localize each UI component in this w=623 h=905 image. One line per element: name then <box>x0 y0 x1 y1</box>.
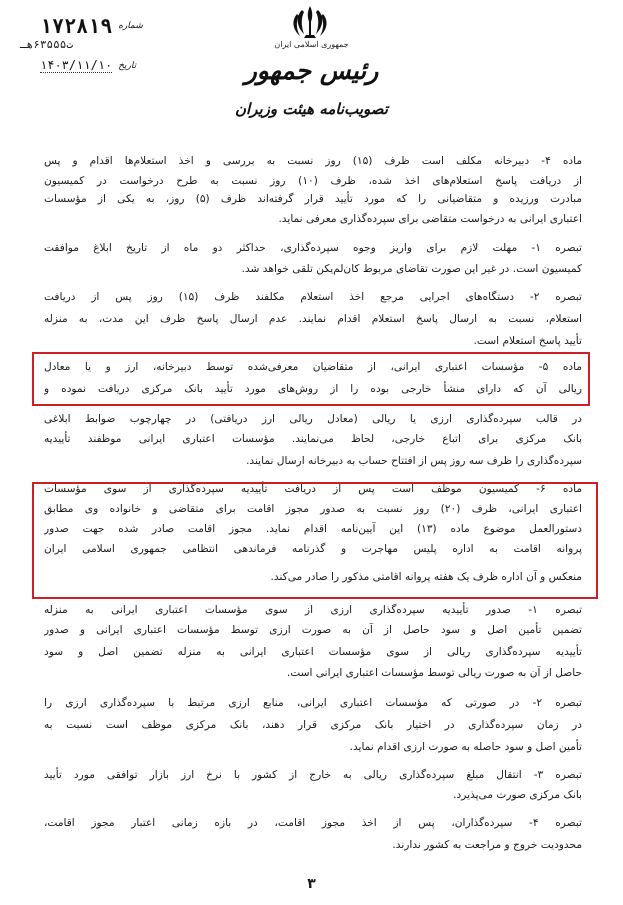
body-line: بانک مرکزی صورت می‌پذیرد. <box>453 789 582 801</box>
date-value: ۱۴۰۳/۱۱/۱۰ <box>40 58 113 72</box>
body-line: تبصره ۲- در صورتی که مؤسسات اعتباری ایرانی، منابع ارزی مرتبط با سپرده‌گذاری ارزی را <box>44 697 582 709</box>
letter-number-label: شماره <box>118 21 143 31</box>
body-line: تضمین تأمین اصل و سود حاصل از آن به صورت ارزی توسط مؤسسات اعتباری ایرانی و صدور <box>44 624 582 636</box>
body-line: تبصره ۴- سپرده‌گذاران، پس از اخذ مجوز اقامت، در بازه زمانی اعتبار مجوز اقامت، <box>44 817 582 829</box>
body-line: تبصره ۱- مهلت لازم برای واریز وجوه سپرده‌گذاری، حداکثر دو ماه از تاریخ ابلاغ موافقت <box>44 242 582 254</box>
highlight-article-5 <box>32 352 590 406</box>
date-label: تاریخ <box>118 60 137 71</box>
body-line: پروانه اقامت به اداره پلیس مهاجرت و گذرنامه فرماندهی انتظامی جمهوری اسلامی ایران <box>44 543 582 555</box>
document-subtitle: تصویب‌نامه هیئت وزیران <box>235 100 388 118</box>
body-line: استعلام، نسبت به ارسال پاسخ استعلام اقدام نمایند. عدم ارسال پاسخ ظرف این مدت، به منزله <box>44 313 582 325</box>
emblem-icon <box>288 4 332 40</box>
body-line: منعکس و آن اداره ظرف یک هفته پروانه اقامتی مذکور را صادر می‌کند. <box>270 571 582 583</box>
body-line: در قالب سپرده‌گذاری ارزی یا ریالی (معادل ریالی ارز دریافتی) در چهارچوب ضوابط ابلاغی <box>44 413 582 425</box>
body-line: ماده ۴- دبیرخانه مکلف است ظرف (۱۵) روز نسبت به بررسی و اخذ استعلام‌ها اقدام و پس <box>44 155 582 167</box>
body-line: در زمان سپرده‌گذاری در اختیار بانک مرکزی قرار دهند، بانک مرکزی موظف است نسبت به <box>44 719 582 731</box>
office-title: رئیس جمهور <box>244 56 379 85</box>
body-line: اعتباری ایرانی به درخواست متقاضی برای سپرده‌گذاری معرفی نماید. <box>278 213 582 225</box>
body-line: کمیسیون است. در غیر این صورت تقاضای مربوط کان‌لم‌یکن تلقی خواهد شد. <box>241 263 582 275</box>
body-line: تبصره ۱- صدور تأییدیه سپرده‌گذاری ارزی از سوی مؤسسات اعتباری ایرانی به منزله <box>44 604 582 616</box>
body-line: دستورالعمل موضوع ماده (۱۳) این آیین‌نامه اقدام نماید. مجوز اقامت صادر شده جهت صدور <box>44 523 582 535</box>
body-line: تبصره ۳- انتقال مبلغ سپرده‌گذاری ریالی به خارج از کشور با نرخ ارز بازار توافقی مورد تأیید <box>44 769 582 781</box>
body-line: بانک مرکزی برای اتباع خارجی، لحاظ می‌نمایند. مؤسسات اعتباری ایرانی موظفند تأییدیه <box>44 433 582 445</box>
body-line: مبادرت ورزیده و متقاضیانی را که مورد تأیید قرار گرفته‌اند ظرف (۵) روز، به یکی از مؤسسات <box>44 193 582 205</box>
highlight-article-6 <box>32 482 598 599</box>
republic-label: جمهوری اسلامی ایران <box>274 40 349 49</box>
body-line: سپرده‌گذاری را ظرف سه روز پس از افتتاح حساب به دبیرخانه ارسال نمایند. <box>246 455 582 467</box>
page-number: ۳ <box>307 876 316 892</box>
letter-number-value: ۱۷۲۸۱۹ <box>40 14 113 38</box>
body-line: ماده ۵- مؤسسات اعتباری ایرانی، از متقاضیان معرفی‌شده توسط دبیرخانه، ارز و یا معادل <box>44 361 582 373</box>
body-line: حاصل از آن به صورت ریالی توسط مؤسسات اعتباری ایرانی است. <box>286 667 582 679</box>
body-line: ریالی آن که دارای منشأ خارجی بوده را از روش‌های مورد تأیید بانک مرکزی دریافت نموده و <box>44 383 582 395</box>
letter-number <box>40 14 143 38</box>
body-line: تأمین اصل و سود حاصله به صورت ارزی اقدام نماید. <box>349 741 582 753</box>
body-line: ماده ۶- کمیسیون موظف است پس از دریافت تأییدیه سپرده‌گذاری از سوی مؤسسات <box>44 483 582 495</box>
sub-number: ت۶۳۵۵۵هـ <box>20 38 73 51</box>
body-line: محدودیت خروج و مراجعت به کشور ندارند. <box>392 839 582 851</box>
body-line: تأیید پاسخ استعلام است. <box>473 335 582 347</box>
body-line: از دریافت پاسخ استعلام‌های اخذ شده، ظرف (۱۰) روز نسبت به طرح درخواست در کمیسیون <box>44 175 582 187</box>
body-line: تبصره ۲- دستگاه‌های اجرایی مرجع اخذ استعلام مکلفند ظرف (۱۵) روز پس از دریافت <box>44 291 582 303</box>
body-line: اعتباری ایرانی، ظرف (۲۰) روز نسبت به صدور مجوز اقامت برای متقاضی و خانواده وی مطابق <box>44 503 582 515</box>
letter-date <box>40 58 136 73</box>
body-line: تأییدیه سپرده‌گذاری ریالی از سوی مؤسسات اعتباری ایرانی به منزله تضمین اصل و سود <box>44 646 582 658</box>
